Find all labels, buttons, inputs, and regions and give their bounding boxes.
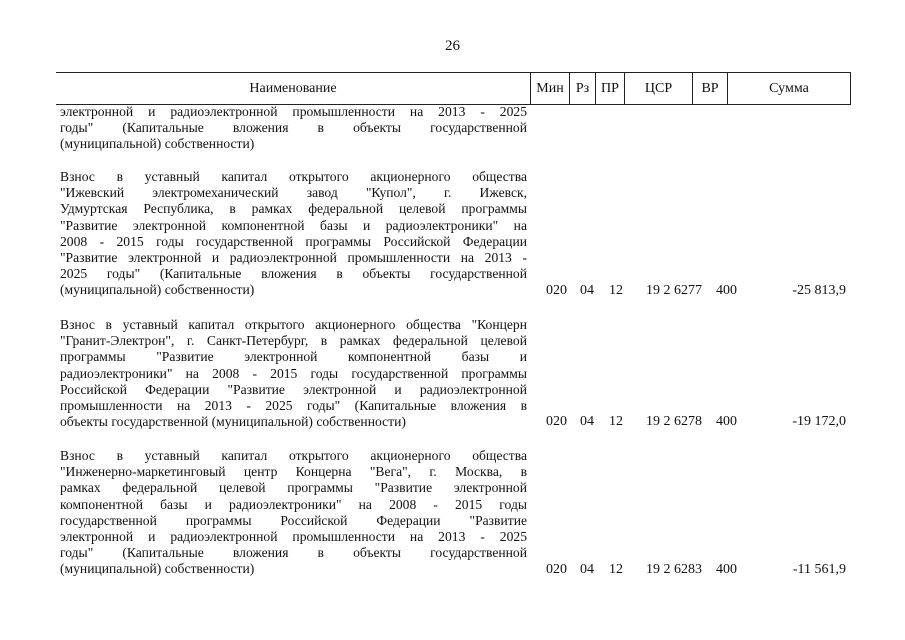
row-description	[60, 448, 527, 578]
cell-csr: 19 2 6283	[646, 561, 702, 577]
description-line: "Инженерно-маркетинговый центр Концерна "Вега", г. Москва, в	[60, 464, 527, 480]
cell-sum: -25 813,9	[792, 282, 846, 298]
header-name: Наименование	[249, 80, 337, 96]
description-line: 2008 - 2015 годы государственной программы Российской Федерации	[60, 233, 527, 249]
description-line: "Гранит-Электрон", г. Санкт-Петербург, в рамках федеральной целевой	[60, 333, 527, 349]
header-rz: Рз	[569, 73, 595, 104]
cell-pr: 12	[609, 282, 623, 298]
description-line: годы" (Капитальные вложения в объекты государственной	[60, 545, 527, 561]
continuation-row	[60, 104, 850, 153]
cell-vr: 400	[716, 282, 737, 298]
cell-vr: 400	[716, 561, 737, 577]
page-number: 26	[445, 38, 460, 54]
description-line: Взнос в уставный капитал открытого акционерного общества "Концерн	[60, 317, 527, 332]
description-line: (муниципальной) собственности)	[60, 282, 255, 298]
description-line: промышленности на 2013 - 2025 годы" (Капитальные вложения в	[60, 398, 527, 414]
cell-min: 020	[546, 561, 567, 577]
row-codes	[60, 283, 850, 299]
cell-min: 020	[546, 282, 567, 298]
description-line: электронной и радиоэлектронной промышленности на 2013 - 2025	[60, 104, 527, 119]
description-line: программы "Развитие электронной компонентной базы и	[60, 349, 527, 365]
description-line: Взнос в уставный капитал открытого акционерного общества	[60, 169, 527, 184]
header-sum: Сумма	[727, 73, 851, 104]
description-line: годы" (Капитальные вложения в объекты государственной	[60, 120, 527, 136]
cell-csr: 19 2 6277	[646, 282, 702, 298]
cell-sum: -11 561,9	[792, 561, 846, 577]
description-line: "Ижевский электромеханический завод "Купол", г. Ижевск,	[60, 185, 527, 201]
cell-rz: 04	[580, 282, 594, 298]
cell-pr: 12	[609, 414, 623, 430]
row-description	[60, 317, 527, 430]
description-line: 2025 годы" (Капитальные вложения в объекты государственной	[60, 266, 527, 282]
description-line: компонентной базы и радиоэлектроники" на 2008 - 2015 годы	[60, 496, 527, 512]
table-row	[60, 448, 850, 578]
cell-min: 020	[546, 414, 567, 430]
description-line: рамках федеральной целевой программы "Развитие электронной	[60, 480, 527, 496]
description-line: электронной и радиоэлектронной промышленности на 2013 - 2025	[60, 529, 527, 545]
table-row	[60, 169, 850, 299]
cell-pr: 12	[609, 561, 623, 577]
header-vr: ВР	[692, 73, 727, 104]
row-description	[60, 104, 527, 153]
cell-rz: 04	[580, 561, 594, 577]
row-codes	[60, 562, 850, 578]
header-pr: ПР	[595, 73, 624, 104]
cell-rz: 04	[580, 414, 594, 430]
description-line: "Развитие электронной компонентной базы и радиоэлектроники" на	[60, 217, 527, 233]
description-line: Российской Федерации "Развитие электронной и радиоэлектронной	[60, 381, 527, 397]
table-header	[56, 72, 851, 105]
description-line: радиоэлектроники" на 2008 - 2015 годы государственной программы	[60, 365, 527, 381]
description-line: "Развитие электронной и радиоэлектронной промышленности на 2013 -	[60, 250, 527, 266]
description-line: государственной программы Российской Федерации "Развитие	[60, 512, 527, 528]
description-line: объекты государственной (муниципальной) собственности)	[60, 414, 406, 430]
description-line: (муниципальной) собственности)	[60, 136, 255, 152]
header-min: Мин	[530, 73, 569, 104]
cell-sum: -19 172,0	[792, 414, 846, 430]
row-description	[60, 169, 527, 299]
description-line: Удмуртская Республика, в рамках федеральной целевой программы	[60, 201, 527, 217]
description-line: Взнос в уставный капитал открытого акционерного общества	[60, 448, 527, 463]
cell-vr: 400	[716, 414, 737, 430]
table-row	[60, 317, 850, 430]
cell-csr: 19 2 6278	[646, 414, 702, 430]
header-csr: ЦСР	[624, 73, 692, 104]
description-line: (муниципальной) собственности)	[60, 561, 255, 577]
row-codes	[60, 414, 850, 430]
